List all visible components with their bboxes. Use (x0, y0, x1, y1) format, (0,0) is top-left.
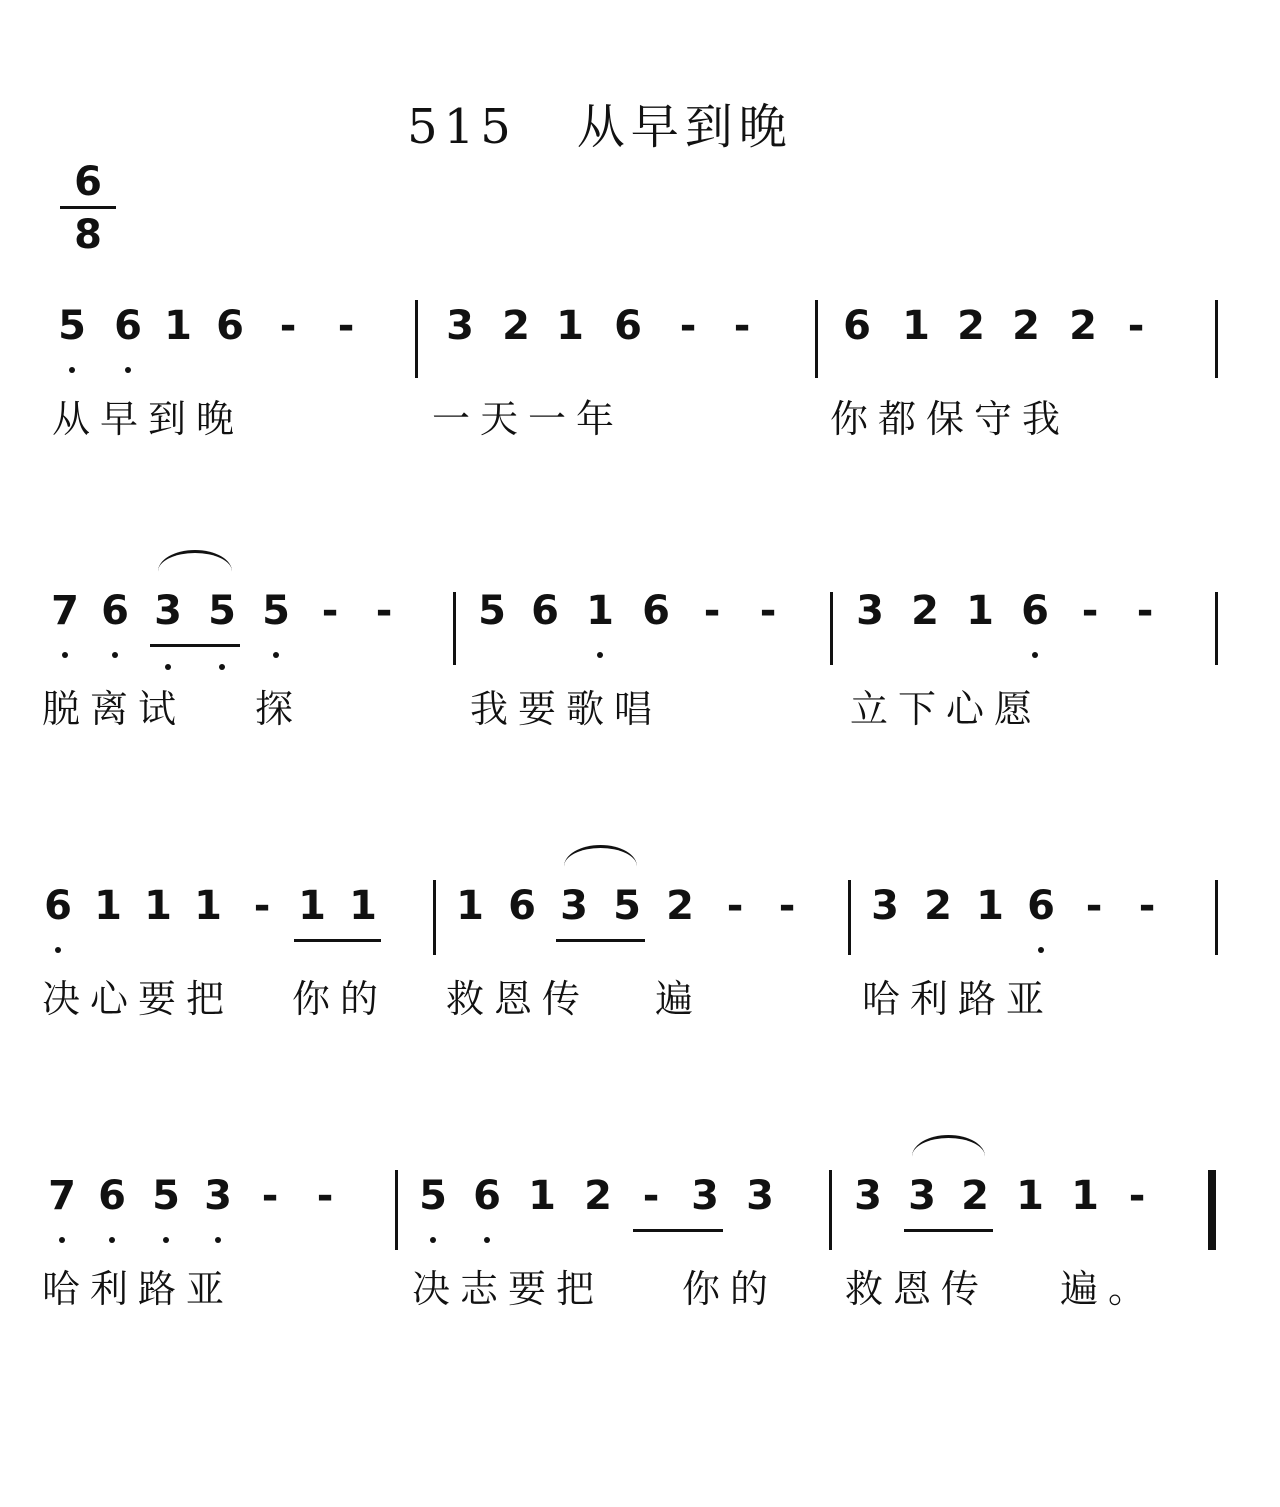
note: 1 (298, 883, 326, 929)
barline (1215, 592, 1218, 665)
note: 3 (154, 588, 182, 634)
dash: - (703, 588, 721, 634)
lyric-text: 一天一年 (432, 397, 625, 441)
note: 1 (94, 883, 122, 929)
note: 7 (48, 1173, 76, 1219)
note: 6 (101, 588, 129, 634)
note: 1 (556, 303, 584, 349)
note: 7 (51, 588, 79, 634)
dash: - (679, 303, 697, 349)
lyric-text: 你的 (292, 977, 389, 1021)
dash: - (261, 1173, 279, 1219)
note: 5 (419, 1173, 447, 1219)
dash: - (279, 303, 297, 349)
barline (1215, 300, 1218, 378)
note: 1 (586, 588, 614, 634)
lyric-text: 遍。 (1060, 1267, 1157, 1311)
lyric-text: 决志要把 (412, 1267, 605, 1311)
note: 1 (528, 1173, 556, 1219)
lyric-text: 你都保守我 (830, 397, 1071, 441)
lyric-text: 救恩传 (845, 1267, 990, 1311)
note: 1 (194, 883, 222, 929)
lyric-text: 立下心愿 (850, 687, 1043, 731)
low-octave-dot (215, 1237, 221, 1243)
note: 2 (1012, 303, 1040, 349)
note: 6 (614, 303, 642, 349)
low-octave-dot (165, 664, 171, 670)
barline (395, 1170, 398, 1250)
note: 5 (152, 1173, 180, 1219)
low-octave-dot (273, 652, 279, 658)
lyric-text: 救恩传 (446, 977, 591, 1021)
barline (415, 300, 418, 378)
low-octave-dot (125, 367, 131, 373)
note: 5 (58, 303, 86, 349)
song-number: 515 (407, 99, 517, 155)
note: 5 (613, 883, 641, 929)
dash: - (1136, 588, 1154, 634)
lyric-text: 遍 (655, 977, 704, 1021)
note: 1 (456, 883, 484, 929)
beam-underline (294, 939, 381, 942)
note: 2 (961, 1173, 989, 1219)
time-signature-top: 6 (74, 159, 102, 205)
lyric-text: 决心要把 (42, 977, 235, 1021)
beam-underline (904, 1229, 993, 1232)
note: 6 (98, 1173, 126, 1219)
dash: - (759, 588, 777, 634)
lyric-text: 探 (255, 687, 304, 731)
note: 3 (560, 883, 588, 929)
lyric-text: 你的 (682, 1267, 779, 1311)
note: 2 (957, 303, 985, 349)
note: 2 (584, 1173, 612, 1219)
barline (433, 880, 436, 955)
dash: - (337, 303, 355, 349)
note: 6 (44, 883, 72, 929)
barline (453, 592, 456, 665)
dash: - (726, 883, 744, 929)
note: 1 (164, 303, 192, 349)
dash: - (1138, 883, 1156, 929)
note: 6 (473, 1173, 501, 1219)
low-octave-dot (62, 652, 68, 658)
song-title (0, 88, 1200, 157)
lyric-text: 哈利路亚 (862, 977, 1055, 1021)
note: 6 (843, 303, 871, 349)
note: 1 (902, 303, 930, 349)
note: 2 (666, 883, 694, 929)
note: 3 (856, 588, 884, 634)
note: 2 (502, 303, 530, 349)
low-octave-dot (484, 1237, 490, 1243)
beam-underline (556, 939, 645, 942)
note: 1 (1071, 1173, 1099, 1219)
lyric-text: 哈利路亚 (42, 1267, 235, 1311)
note: 6 (114, 303, 142, 349)
note: 5 (478, 588, 506, 634)
note: 1 (976, 883, 1004, 929)
note: 6 (508, 883, 536, 929)
note: 3 (691, 1173, 719, 1219)
dash: - (1085, 883, 1103, 929)
low-octave-dot (112, 652, 118, 658)
lyric-text: 脱离试 (42, 687, 187, 731)
lyric-text: 我要歌唱 (470, 687, 663, 731)
barline (1215, 880, 1218, 955)
song-name: 从早到晚 (576, 99, 793, 155)
note: 3 (908, 1173, 936, 1219)
note: 3 (204, 1173, 232, 1219)
note: 6 (531, 588, 559, 634)
dash: - (733, 303, 751, 349)
barline (830, 592, 833, 665)
dash: - (642, 1173, 660, 1219)
low-octave-dot (59, 1237, 65, 1243)
dash: - (321, 588, 339, 634)
dash: - (253, 883, 271, 929)
note: 2 (911, 588, 939, 634)
time-signature-bottom: 8 (74, 212, 102, 258)
note: 1 (966, 588, 994, 634)
slur-arc (912, 1135, 985, 1178)
note: 6 (1027, 883, 1055, 929)
note: 6 (642, 588, 670, 634)
dash: - (778, 883, 796, 929)
slur-arc (158, 550, 232, 593)
lyric-text: 从早到晚 (52, 397, 245, 441)
low-octave-dot (1038, 947, 1044, 953)
barline (848, 880, 851, 955)
low-octave-dot (597, 652, 603, 658)
note: 5 (262, 588, 290, 634)
low-octave-dot (55, 947, 61, 953)
low-octave-dot (69, 367, 75, 373)
note: 1 (349, 883, 377, 929)
dash: - (375, 588, 393, 634)
note: 3 (446, 303, 474, 349)
low-octave-dot (109, 1237, 115, 1243)
dash: - (316, 1173, 334, 1219)
dash: - (1081, 588, 1099, 634)
time-signature (60, 160, 116, 257)
note: 2 (1069, 303, 1097, 349)
note: 3 (746, 1173, 774, 1219)
low-octave-dot (163, 1237, 169, 1243)
barline (815, 300, 818, 378)
time-signature-line (60, 206, 116, 209)
dash: - (1127, 303, 1145, 349)
note: 2 (924, 883, 952, 929)
low-octave-dot (430, 1237, 436, 1243)
slur-arc (564, 845, 637, 888)
barline (829, 1170, 832, 1250)
note: 6 (216, 303, 244, 349)
low-octave-dot (1032, 652, 1038, 658)
beam-underline (150, 644, 240, 647)
note: 1 (144, 883, 172, 929)
note: 5 (208, 588, 236, 634)
note: 3 (854, 1173, 882, 1219)
note: 3 (871, 883, 899, 929)
note: 6 (1021, 588, 1049, 634)
final-barline (1208, 1170, 1216, 1250)
dash: - (1128, 1173, 1146, 1219)
beam-underline (633, 1229, 723, 1232)
low-octave-dot (219, 664, 225, 670)
note: 1 (1016, 1173, 1044, 1219)
